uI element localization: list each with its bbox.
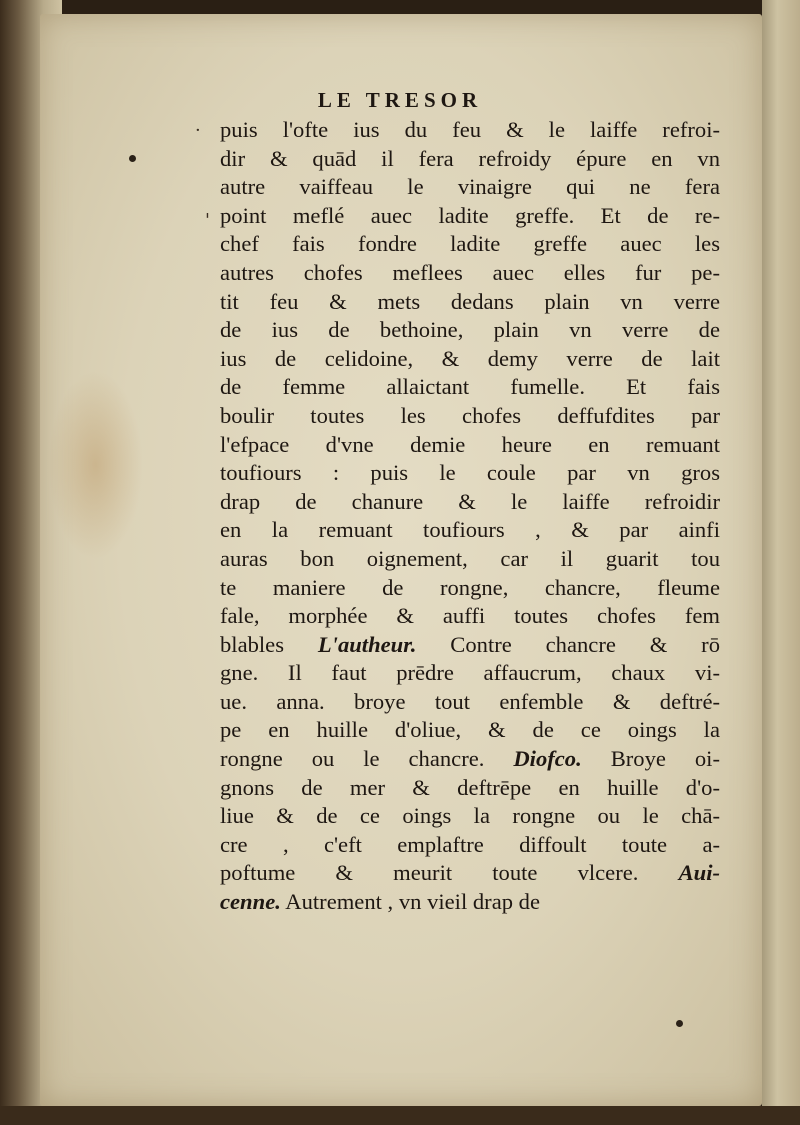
author-citation: cenne. [220,889,281,915]
text-line: ius de celidoine, & demy verre de lait [220,345,720,371]
book-edge-bottom [0,1106,800,1125]
text-line: l'efpace d'vne demie heure en remuant [220,431,720,457]
text-line [220,631,720,660]
text-line: autres chofes meflees auec elles fur pe- [220,259,720,285]
text-line-segment: Autrement , vn vieil drap de [280,889,541,915]
author-citation: Diofco. [513,746,582,772]
author-citation: Aui- [678,860,720,886]
ink-spot [129,155,136,162]
body-text [220,116,720,917]
running-head: LE TRESOR [317,88,483,112]
text-line: chef fais fondre ladite greffe auec les [220,231,720,257]
text-line: point meflé auec ladite greffe. Et de re- [220,202,720,228]
margin-mark: ' [205,210,210,231]
text-line: en la remuant toufiours , & par ainfi [220,517,720,543]
text-line: tit feu & mets dedans plain vn verre [220,288,720,314]
text-line: de femme allaictant fumelle. Et fais [220,374,720,400]
text-line: liue & de ce oings la rongne ou le chā- [220,803,720,829]
text-line [220,859,720,888]
text-line: de ius de bethoine, plain vn verre de [220,317,720,343]
text-line: gnons de mer & deftrēpe en huille d'o- [220,774,720,800]
text-line: boulir toutes les chofes deffufdites par [220,402,720,428]
text-line: auras bon oignement, car il guarit tou [220,545,720,571]
text-line: autre vaiffeau le vinaigre qui ne fera [220,174,720,200]
text-line [220,888,720,917]
text-line: dir & quād il fera refroidy épure en vn [220,145,720,171]
margin-mark: · [195,120,201,141]
ink-spot [676,1020,683,1027]
text-line-segment: rongne ou le chancre. [220,746,514,772]
text-line: te maniere de rongne, chancre, fleume [220,574,720,600]
text-line: ue. anna. broye tout enfemble & deftré- [220,688,720,714]
text-line: drap de chanure & le laiffe refroidir [220,488,720,514]
text-line-segment: blables [220,631,318,657]
text-line: fale, morphée & auffi toutes chofes fem [220,603,720,629]
text-line-segment: Broye oi- [581,746,720,772]
text-line: pe en huille d'oliue, & de ce oings la [220,717,720,743]
text-line: puis l'ofte ius du feu & le laiffe refroi- [220,117,720,142]
paper-stain [48,370,143,560]
text-line: cre , c'eft emplaftre diffoult toute a- [220,831,720,857]
author-citation: L'autheur. [317,631,417,657]
text-line [220,745,720,774]
page-edge-right [762,0,800,1125]
text-line: toufiours : puis le coule par vn gros [220,460,720,486]
text-line: gne. Il faut prēdre affaucrum, chaux vi- [220,660,720,686]
text-line-segment: poftume & meurit toute vlcere. [220,860,679,886]
text-line-segment: Contre chancre & rō [416,631,720,657]
